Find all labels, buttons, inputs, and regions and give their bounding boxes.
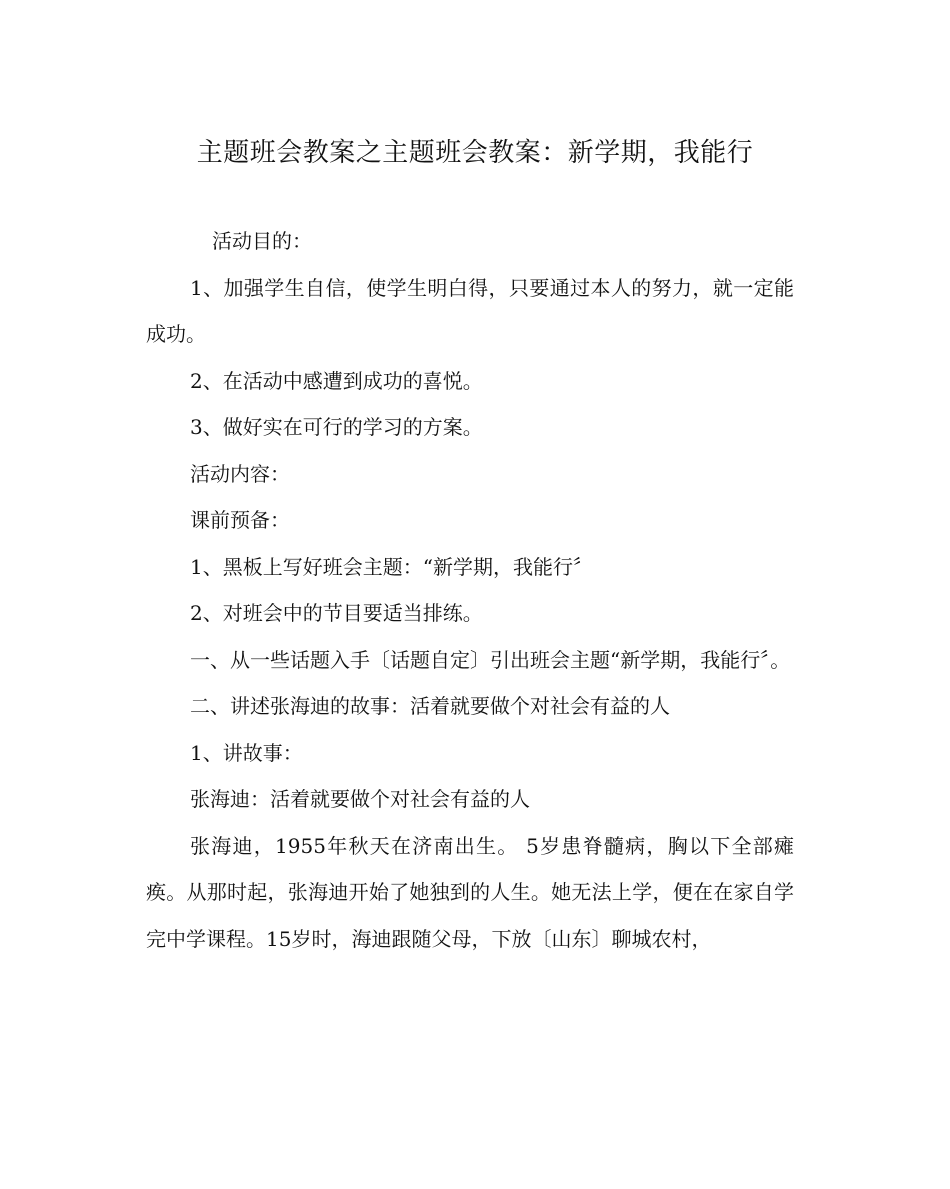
paragraph-goal-2: 2、在活动中感遭到成功的喜悦。 — [190, 368, 483, 393]
paragraph-section-2: 二、讲述张海迪的故事：活着就要做个对社会有益的人 — [190, 694, 670, 718]
paragraph-story-body: 张海迪，1955年秋天在济南出生。 5岁患脊髓病，胸以下全部瘫痪。从那时起，张海迪开始了她独到的人生。她无法上学，便在在家自学完中学课程。15岁时，海迪跟随父母，下放〔山东〕聊城农村， — [146, 833, 794, 951]
paragraph-story-title: 张海迪：活着就要做个对社会有益的人 — [190, 787, 530, 811]
paragraph-preparation-heading: 课前预备： — [190, 508, 290, 532]
paragraph-activity-content-heading: 活动内容： — [190, 461, 290, 486]
paragraph-story-heading: 1、讲故事： — [190, 740, 303, 765]
paragraph-preparation-2: 2、对班会中的节目要适当排练。 — [190, 601, 483, 625]
paragraph-section-1: 一、从一些话题入手〔话题自定〕引出班会主题“新学期，我能行〞。 — [190, 647, 791, 672]
document-body — [146, 218, 794, 962]
paragraph-preparation-1: 1、黑板上写好班会主题：“新学期，我能行〞 — [190, 554, 593, 579]
paragraph-activity-goal-heading: 活动目的： — [212, 229, 312, 253]
document-title: 主题班会教案之主题班会教案：新学期，我能行 — [196, 138, 754, 168]
paragraph-goal-3: 3、做好实在可行的学习的方案。 — [190, 415, 483, 439]
paragraph-goal-1: 1、加强学生自信，使学生明白得，只要通过本人的努力，就一定能成功。 — [146, 275, 794, 346]
